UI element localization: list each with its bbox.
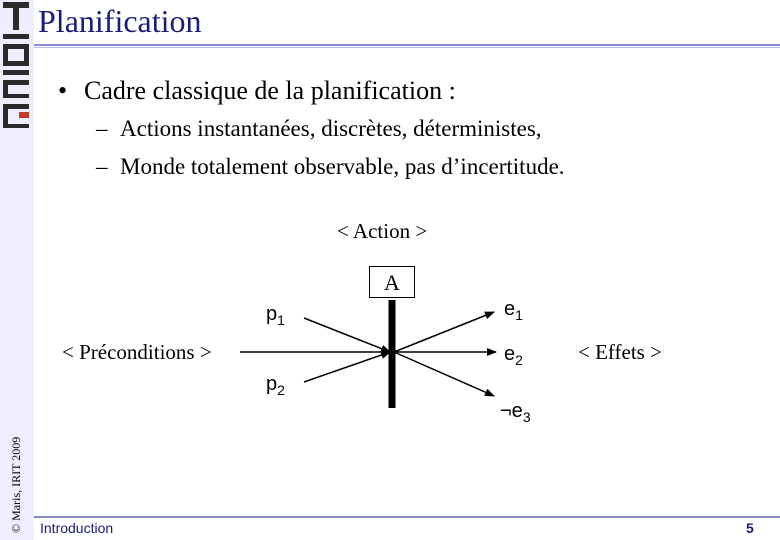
symbol-subscript: 2: [277, 382, 285, 398]
dash-icon: –: [96, 154, 108, 179]
footer-section: Introduction: [40, 520, 114, 536]
symbol-subscript: 2: [515, 352, 523, 368]
sub-item-text: Monde totalement observable, pas d’incertitude.: [120, 154, 565, 179]
bullet-dot-icon: •: [58, 76, 68, 105]
effects-label: < Effets >: [578, 340, 662, 364]
page-number: 5: [746, 520, 754, 536]
symbol-subscript: 3: [522, 409, 531, 425]
symbol-subscript: 1: [515, 307, 523, 323]
page-title: Planification: [38, 3, 202, 39]
arrow-p1: [304, 318, 390, 352]
symbol-base: e: [504, 343, 516, 365]
arrow-p2: [304, 352, 390, 382]
sub-item-text: Actions instantanées, discrètes, déterministes,: [120, 116, 542, 141]
bullet-text: Cadre classique de la planification :: [84, 76, 456, 105]
symbol-e2: [504, 343, 523, 368]
symbol-p1: [266, 303, 285, 328]
symbol-e3: [500, 400, 531, 425]
symbol-p2: [266, 373, 285, 398]
symbol-base: ¬e: [500, 400, 523, 422]
arrow-e1: [394, 312, 494, 352]
symbol-base: p: [266, 303, 278, 325]
action-label: < Action >: [337, 219, 428, 243]
symbol-base: p: [266, 373, 278, 395]
symbol-base: e: [504, 298, 516, 320]
footer-rule: [34, 516, 780, 518]
preconditions-label: < Préconditions >: [62, 340, 212, 364]
symbol-e1: [504, 298, 523, 323]
copyright: © Maris, IRIT 2009: [9, 436, 23, 533]
symbol-subscript: 1: [277, 312, 285, 328]
dash-icon: –: [96, 116, 108, 141]
action-box: A: [369, 266, 415, 298]
arrow-e3: [394, 352, 494, 396]
